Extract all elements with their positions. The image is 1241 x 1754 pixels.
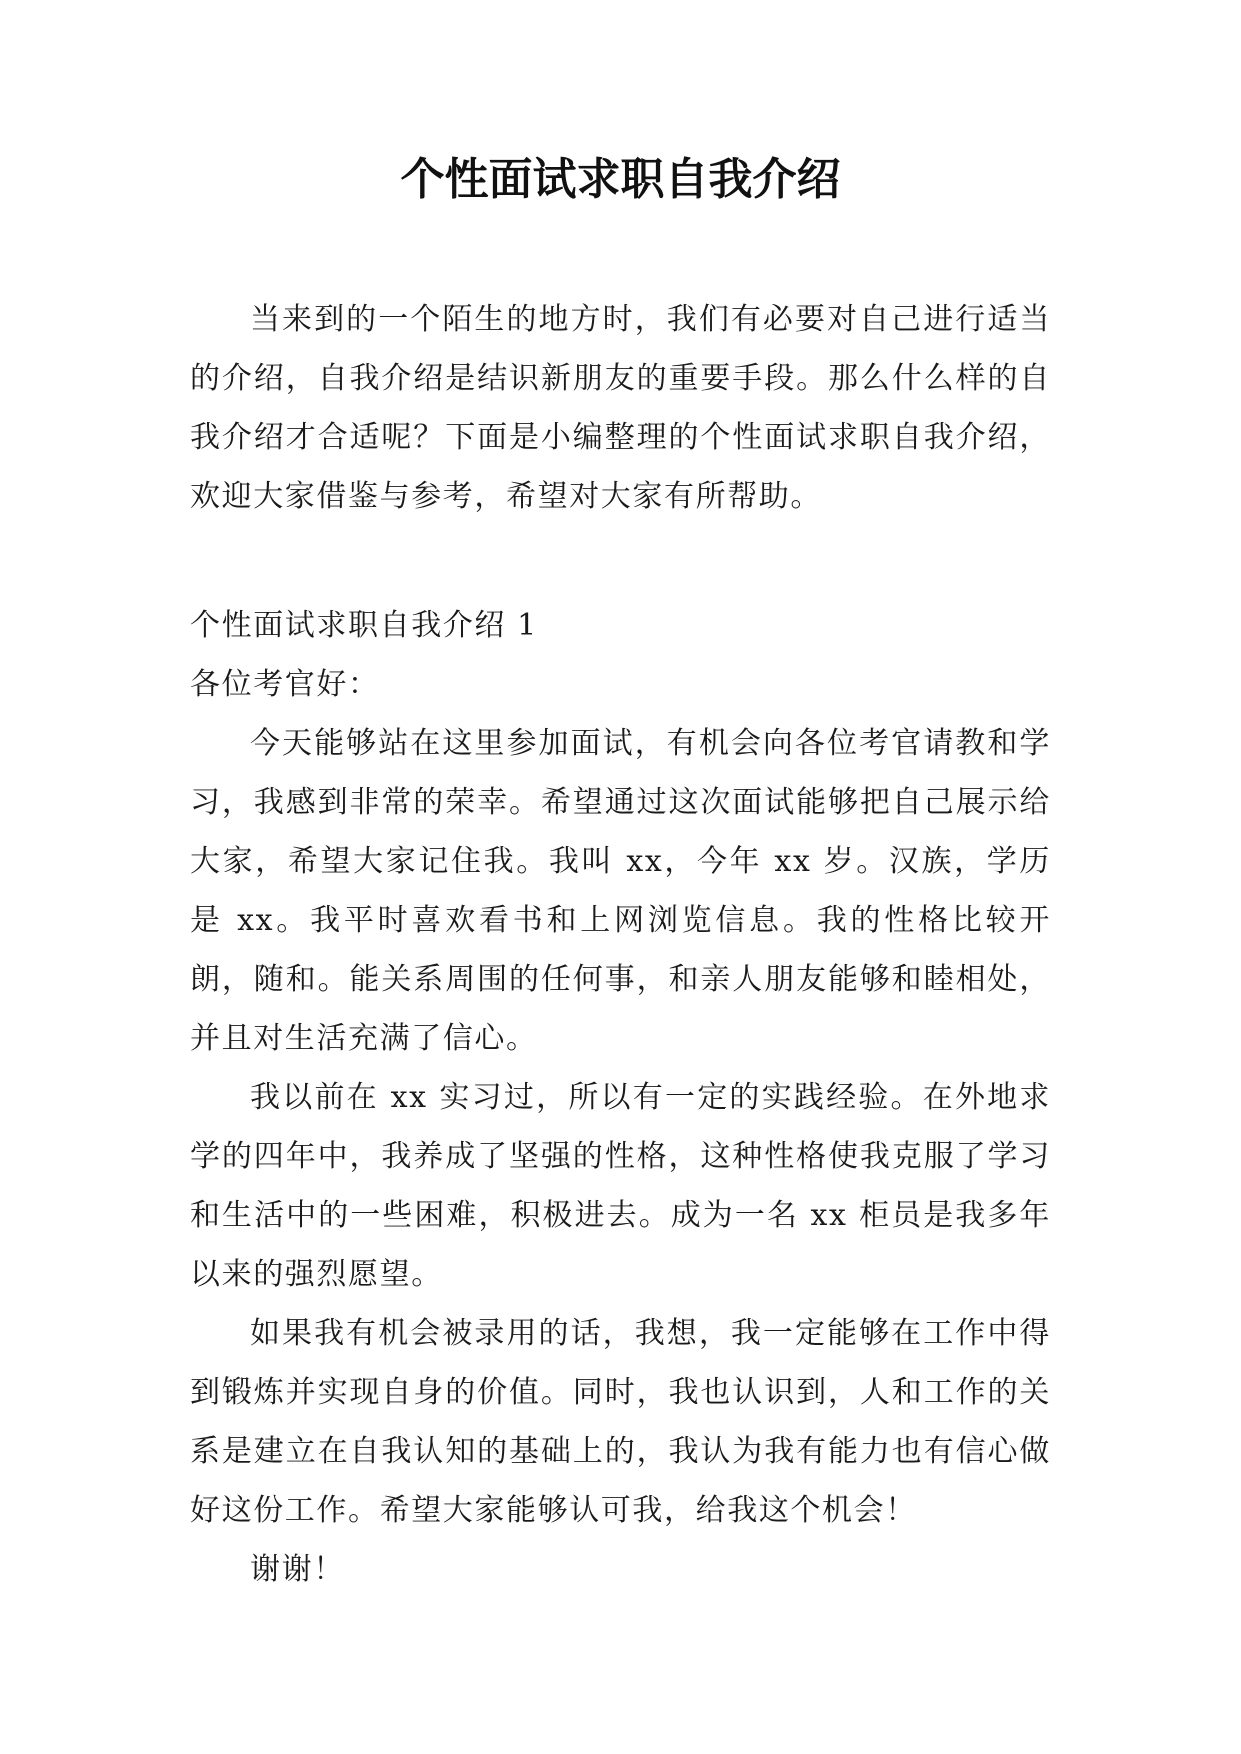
closing-thanks: 谢谢！ bbox=[250, 1552, 345, 1587]
greeting-line: 各位考官好： bbox=[190, 667, 380, 702]
document-title: 个性面试求职自我介绍 bbox=[400, 154, 841, 205]
section-spacer bbox=[190, 526, 1051, 596]
section-heading: 个性面试求职自我介绍 1 bbox=[190, 608, 538, 643]
body-paragraph-1: 今天能够站在这里参加面试，有机会向各位考官请教和学习，我感到非常的荣幸。希望通过这次面试能够把自己展示给大家，希望大家记住我。我叫 xx，今年 xx 岁。汉族，学历是 xx。我平时喜欢看书和上网浏览信息。我的性格比较开朗，随和。能关系周围的任何事，和亲人朋友能够和睦相处，并且对生活充满了信心。 bbox=[190, 726, 1051, 1056]
intro-paragraph: 当来到的一个陌生的地方时，我们有必要对自己进行适当的介绍，自我介绍是结识新朋友的重要手段。那么什么样的自我介绍才合适呢？下面是小编整理的个性面试求职自我介绍，欢迎大家借鉴与参考，希望对大家有所帮助。 bbox=[190, 302, 1051, 514]
body-paragraph-3: 如果我有机会被录用的话，我想，我一定能够在工作中得到锻炼并实现自身的价值。同时，我也认识到，人和工作的关系是建立在自我认知的基础上的，我认为我有能力也有信心做好这份工作。希望大家能够认可我，给我这个机会！ bbox=[190, 1316, 1051, 1528]
body-paragraph-2: 我以前在 xx 实习过，所以有一定的实践经验。在外地求学的四年中，我养成了坚强的性格，这种性格使我克服了学习和生活中的一些困难，积极进去。成为一名 xx 柜员是我多年以来的强烈愿望。 bbox=[190, 1080, 1051, 1292]
document-body bbox=[190, 290, 1051, 1599]
